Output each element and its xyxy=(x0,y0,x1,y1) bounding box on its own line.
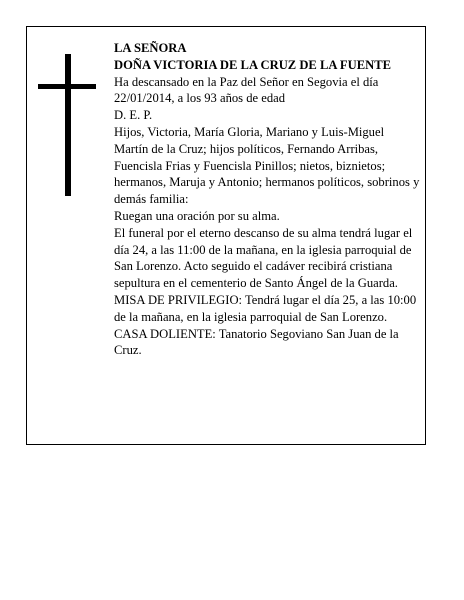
funeral-details: El funeral por el eterno descanso de su alma tendrá lugar el día 24, a las 11:00 de la mañana, en la iglesia parroquial de San Lorenzo. Acto seguido el cadáver recibirá cristiana sepultura en el cementerio de Santo Ángel de la Guarda. xyxy=(114,225,413,291)
deceased-name: DOÑA VICTORIA DE LA CRUZ DE LA FUENTE xyxy=(114,57,392,72)
prayer-request: Ruegan una oración por su alma. xyxy=(114,208,280,223)
family-list: Hijos, Victoria, María Gloria, Mariano y Luis-Miguel Martín de la Cruz; hijos políticos, Fernando Arribas, Fuencisla Frias y Fuencisla Pinillos; nietos, biznietos; hermanos, Maruja y Antonio; hermanos políticos, sobrinos y demás familia: xyxy=(114,124,420,207)
rip-line: D. E. P. xyxy=(114,108,153,123)
obituary-text xyxy=(114,40,420,359)
privilege-mass: MISA DE PRIVILEGIO: Tendrá lugar el día 25, a las 10:00 de la mañana, en la iglesia parroquial de San Lorenzo. xyxy=(114,292,417,324)
cross-horizontal-bar xyxy=(38,84,96,89)
death-notice: Ha descansado en la Paz del Señor en Segovia el día 22/01/2014, a los 93 años de edad xyxy=(114,74,379,106)
cross-vertical-bar xyxy=(65,54,71,196)
mourning-house: CASA DOLIENTE: Tanatorio Segoviano San Juan de la Cruz. xyxy=(114,326,399,358)
obituary-title: LA SEÑORA xyxy=(114,41,187,55)
